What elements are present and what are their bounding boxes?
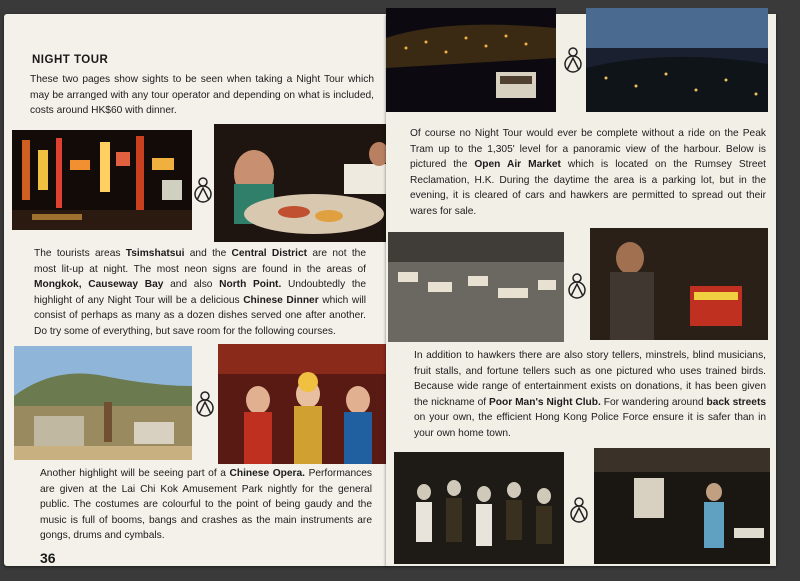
tour-emblem-icon <box>194 388 216 420</box>
amusement-park-photo <box>14 346 192 460</box>
neon-street-photo <box>12 130 192 230</box>
neon-dinner-paragraph: The tourists areas Tsimshatsui and the Central District are not the most lit-up at night. The most neon signs are found in the areas of Mongkok, Causeway Bay and also North Point. Undoubtedly the highlight of any Night Tour will be a delicious Chinese Dinner which will consist of perhaps as many as a dozen dishes served one after another. Do try some of everything, but save room for the following courses. <box>34 248 367 337</box>
intro-paragraph: These two pages show sights to be seen when taking a Night Tour which may be arranged with any tour operator and depending on what is included, costs around HK$60 with dinner. <box>30 74 374 117</box>
fortune-teller-photo <box>590 228 768 340</box>
chinese-dinner-photo <box>214 124 390 242</box>
back-street-photo <box>394 452 564 564</box>
open-air-market-photo <box>388 232 564 342</box>
night-street-photo <box>594 448 770 564</box>
right-page <box>386 14 776 566</box>
hawkers-paragraph: In addition to hawkers there are also story tellers, minstrels, blind musicians, fruit stalls, and fortune tellers such as one pictured who uses trained birds. Because wide range of entertainment exists on donations, it has been given the nickname of Poor Man's Night Club. For wandering around back streets on your own, the efficient Hong Kong Police Force ensure it is safer than in your own home town. <box>414 350 767 439</box>
tour-emblem-icon <box>568 494 590 526</box>
harbour-night-photo <box>386 8 556 112</box>
peak-panorama-photo <box>586 8 768 112</box>
peak-tram-paragraph: Of course no Night Tour would ever be complete without a ride on the Peak Tram up to the 1,305' level for a panoramic view of the harbour. Below is pictured the Open Air Market which is located on the Rumsey Street Reclamation, H.K. During the daytime the area is a parking lot, but in the evening, it is cleared of cars and hawkers are permitted to spread out their wares for sale. <box>410 128 766 217</box>
page-title: NIGHT TOUR <box>32 54 109 66</box>
tour-emblem-icon <box>562 44 584 76</box>
opera-paragraph: Another highlight will be seeing part of a Chinese Opera. Performances are given at the Lai Chi Kok Amusement Park nightly for the general public. The costumes are colourful to the point of being gaudy and the music is full of booms, bangs and crashes as the main instruments are gongs, drums and cymbals. <box>40 468 372 542</box>
left-page <box>4 14 388 566</box>
tour-emblem-icon <box>566 270 588 302</box>
chinese-opera-photo <box>218 344 392 464</box>
page-number: 36 <box>40 550 56 566</box>
tour-emblem-icon <box>192 174 214 206</box>
